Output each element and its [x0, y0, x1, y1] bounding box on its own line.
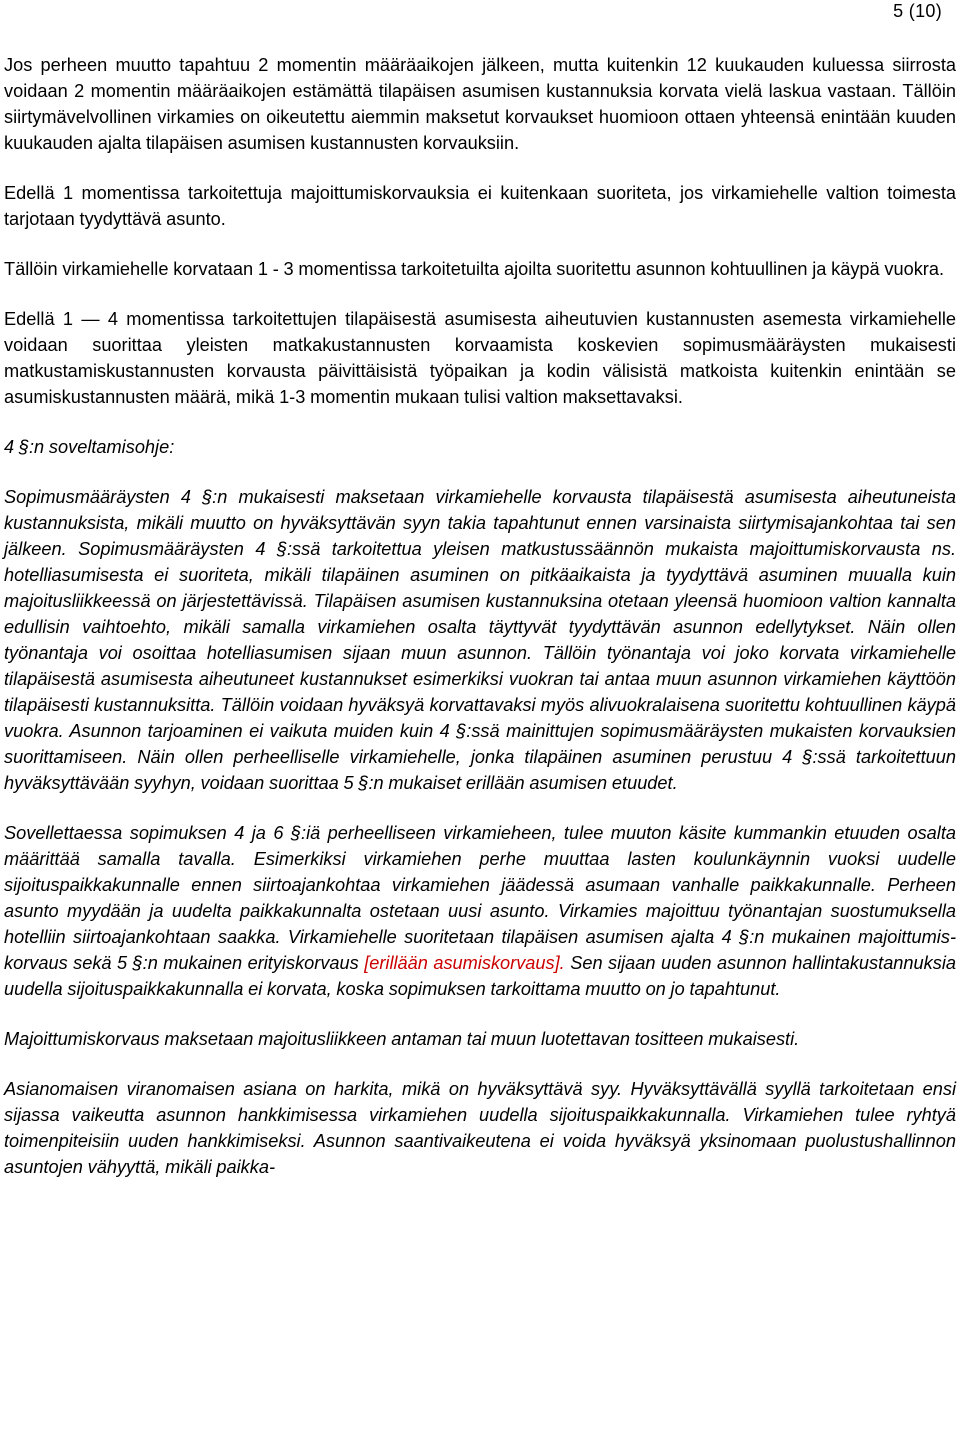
document-body: [4, 52, 956, 1204]
paragraph-5: Sopimusmääräysten 4 §:n mukaisesti maksetaan virkamiehelle korvausta tilapäisestä asumisesta aiheutuneista kustannuksista, mikäli muutto on hyväksyttävän syyn takia tapahtunut ennen varsinaista siirtymisajankohtaa tai sen jälkeen. Sopimusmääräysten 4 §:ssä tarkoitettua yleisen matkustussäännön mukaista majoittumiskorvausta ns. hotelliasumisesta ei suoriteta, mikäli tilapäinen asuminen on pitkäaikaista ja tyydyttävä asuminen muualla kuin majoitusliikkeessä on järjestettävissä. Tilapäisen asumisen kustannuksina otetaan yleensä huomioon valtion kannalta edullisin vaihtoehto, mikäli samalla virkamiehen osalta täyttyvät tyydyttävän asunnon edellytykset. Näin ollen työnantaja voi osoittaa hotelliasumisen sijaan muun asunnon. Tällöin työnantaja voi joko korvata virkamiehelle tilapäisestä asumisesta aiheutuneet kustannukset esimerkiksi vuokran tai antaa muun asunnon virkamiehen käyttöön tilapäisesti kustannuksitta. Tällöin voidaan hyväksyä korvattavaksi myös alivuokralaisena suoritettu kohtuullinen käypä vuokra. Asunnon tarjoaminen ei vaikuta muiden kuin 4 §:ssä mainittujen sopimusmääräysten mukaisten korvauksien suorittamiseen. Näin ollen perheelliselle virkamiehelle, jonka tilapäinen asuminen perustuu 4 §:ssä tarkoitettuun hyväksyttävään syyhyn, voidaan suorittaa 5 §:n mukaiset erillään asumisen etuudet.: [4, 487, 956, 793]
paragraph-6-text-b: Sen sijaan uuden asunnon hallintakustannuksia uudella sijoituspaikkakunnalla ei korvata, koska sopimuksen tarkoittama muutto on jo tapahtunut.: [4, 953, 957, 999]
paragraph-6-text-a: Sovellettaessa sopimuksen 4 ja 6 §:iä perheelliseen virkamieheen, tulee muuton käsite kummankin etuuden osalta määrittää samalla tavalla. Esimerkiksi virkamiehen perhe muuttaa lasten koulunkäynnin vuoksi uudelle sijoituspaikkakunnalle ennen siirtoajankohtaa virkamiehen jäädessä asumaan vanhalle paikkakunnalle. Perheen asunto myydään ja uudelta paikkakunnalta ostetaan uusi asunto. Virkamies majoittuu työnantajan suostumuksella hotelliin siirtoajankohtaan saakka. Virkamiehelle suoritetaan tilapäisen asumisen ajalta 4 §:n mukainen majoittumiskorvaus sekä 5 §:n mukainen erityiskorvaus: [4, 823, 956, 973]
paragraph-3: Tällöin virkamiehelle korvataan 1 - 3 momentissa tarkoitetuilta ajoilta suoritettu asunnon kohtuullinen ja käypä vuokra.: [4, 259, 945, 279]
section-heading: 4 §:n soveltamisohje:: [4, 437, 175, 457]
paragraph-6: [4, 820, 956, 1002]
paragraph-8: Asianomaisen viranomaisen asiana on harkita, mikä on hyväksyttävä syy. Hyväksyttävällä syyllä tarkoitetaan ensi sijassa vaikeutta asunnon hankkimisessa virkamiehen uudella sijoituspaikkakunnalla. Virkamiehen tulee ryhtyä toimenpiteisiin uuden hankkimiseksi. Asunnon saantivaikeutena ei voida hyväksyä yksinomaan puolustushallinnon asuntojen vähyyttä, mikäli paikka-: [4, 1079, 956, 1177]
paragraph-7: Majoittumiskorvaus maksetaan majoitusliikkeen antaman tai muun luotettavan tositteen mukaisesti.: [4, 1029, 800, 1049]
page-number: 5 (10): [893, 1, 942, 21]
highlighted-note: [erillään asumiskorvaus].: [364, 953, 565, 973]
paragraph-2: Edellä 1 momentissa tarkoitettuja majoittumiskorvauksia ei kuitenkaan suoriteta, jos virkamiehelle valtion toimesta tarjotaan tyydyttävä asunto.: [4, 183, 956, 229]
paragraph-4: Edellä 1 — 4 momentissa tarkoitettujen tilapäisestä asumisesta aiheutuvien kustannusten asemesta virkamiehelle voidaan suorittaa yleisten matkakustannusten korvaamista koskevien sopimusmääräysten mukaisesti matkustamiskustannusten korvausta päivittäisistä työpaikan ja kodin välisistä matkoista kuitenkin enintään se asumiskustannusten määrä, mikä 1-3 momentin mukaan tulisi valtion maksettavaksi.: [4, 309, 956, 407]
paragraph-1: Jos perheen muutto tapahtuu 2 momentin määräaikojen jälkeen, mutta kuitenkin 12 kuukauden kuluessa siirrosta voidaan 2 momentin määräaikojen estämättä tilapäisen asumisen kustannuksia korvata vielä laskua vastaan. Tällöin siirtymävelvollinen virkamies on oikeutettu aiemmin maksetut korvaukset huomioon ottaen yhteensä enintään kuuden kuukauden ajalta tilapäisen asumisen kustannusten korvauksiin.: [4, 55, 956, 153]
